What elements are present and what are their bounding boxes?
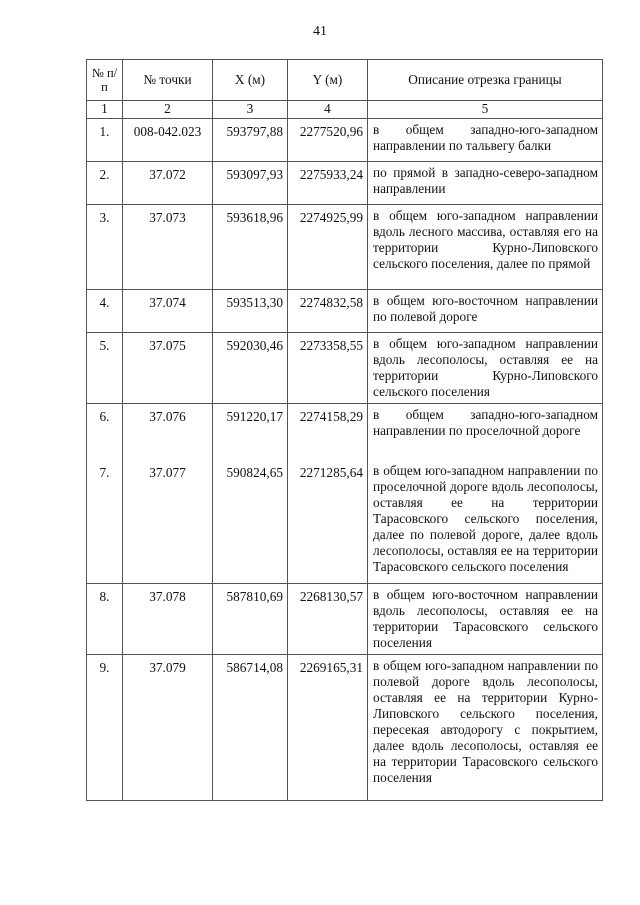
y-coord: 2274158,29 (299, 409, 363, 424)
segment-description: в общем западно-юго-западном направлении по проселочной дороге (373, 407, 598, 438)
table-row (87, 333, 603, 404)
point-id: 37.079 (123, 655, 213, 801)
header-y: Y (м) (288, 60, 368, 101)
header-desc: Описание отрезка границы (368, 60, 603, 101)
point-id: 37.074 (123, 290, 213, 333)
header-point: № точки (123, 60, 213, 101)
x-coord: 591220,17 (226, 409, 283, 424)
row-num: 2. (87, 162, 123, 205)
column-number-row (87, 101, 603, 119)
column-number: 1 (87, 101, 123, 119)
row-num: 3. (87, 205, 123, 290)
y-coord: 2269165,31 (288, 655, 368, 801)
segment-description-cell (368, 404, 603, 584)
point-id: 37.076 (149, 409, 186, 424)
x-coord: 593097,93 (213, 162, 288, 205)
x-coord: 592030,46 (213, 333, 288, 404)
table-row (87, 205, 603, 290)
segment-description: в общем юго-восточном направлении вдоль лесополосы, оставляя ее на территории Тарасовского сельского поселения (368, 584, 603, 655)
y-coord: 2277520,96 (288, 119, 368, 162)
column-number: 2 (123, 101, 213, 119)
y-coord: 2273358,55 (288, 333, 368, 404)
x-coord: 590824,65 (226, 465, 283, 480)
boundary-table (86, 59, 603, 801)
column-number: 5 (368, 101, 603, 119)
table-row (87, 290, 603, 333)
row-num: 4. (87, 290, 123, 333)
row-num: 9. (87, 655, 123, 801)
x-coord: 587810,69 (213, 584, 288, 655)
y-coord: 2268130,57 (288, 584, 368, 655)
header-x: X (м) (213, 60, 288, 101)
x-coord: 586714,08 (213, 655, 288, 801)
row-num: 7. (99, 465, 110, 480)
x-coord-cell (213, 404, 288, 584)
point-id: 37.077 (149, 465, 186, 480)
point-id-cell (123, 404, 213, 584)
x-coord: 593797,88 (213, 119, 288, 162)
segment-description: в общем западно-юго-западном направлении по тальвегу балки (368, 119, 603, 162)
table-row (87, 584, 603, 655)
point-id: 37.072 (123, 162, 213, 205)
segment-description: в общем юго-западном направлении вдоль лесного массива, оставляя его на территории Курно-Липовского сельского поселения, далее по прямой (368, 205, 603, 290)
point-id: 008-042.023 (123, 119, 213, 162)
row-num: 8. (87, 584, 123, 655)
y-coord: 2275933,24 (288, 162, 368, 205)
row-num: 1. (87, 119, 123, 162)
y-coord: 2274925,99 (288, 205, 368, 290)
column-number: 3 (213, 101, 288, 119)
segment-description: в общем юго-западном направлении вдоль лесополосы, оставляя ее на территории Курно-Липовского сельского поселения (368, 333, 603, 404)
segment-description: в общем юго-западном направлении по полевой дороге вдоль лесополосы, оставляя ее на территории Курно-Липовского сельского поселения, пересекая автодорогу с покрытием, далее вдоль лесополосы, оставляя ее на территории Тарасовского сельского поселения (368, 655, 603, 801)
table-row (87, 655, 603, 801)
y-coord-cell (288, 404, 368, 584)
x-coord: 593618,96 (213, 205, 288, 290)
point-id: 37.075 (123, 333, 213, 404)
y-coord: 2274832,58 (288, 290, 368, 333)
point-id: 37.078 (123, 584, 213, 655)
header-row (87, 60, 603, 101)
point-id: 37.073 (123, 205, 213, 290)
table-row-group (87, 404, 603, 584)
x-coord: 593513,30 (213, 290, 288, 333)
segment-description: в общем юго-западном направлении по проселочной дороге вдоль лесополосы, оставляя ее на территории Тарасовского сельского поселения, далее по полевой дороге, далее вдоль лесополосы, оставляя ее на территории Тарасовского сельского поселения (373, 463, 598, 574)
page-number: 41 (313, 24, 327, 39)
column-number: 4 (288, 101, 368, 119)
segment-description: в общем юго-восточном направлении по полевой дороге (368, 290, 603, 333)
row-num: 5. (87, 333, 123, 404)
table-row (87, 119, 603, 162)
table-row (87, 162, 603, 205)
header-num: № п/п (87, 60, 123, 101)
segment-description: по прямой в западно-северо-западном направлении (368, 162, 603, 205)
row-num-cell (87, 404, 123, 584)
row-num: 6. (99, 409, 110, 424)
y-coord: 2271285,64 (299, 465, 363, 480)
